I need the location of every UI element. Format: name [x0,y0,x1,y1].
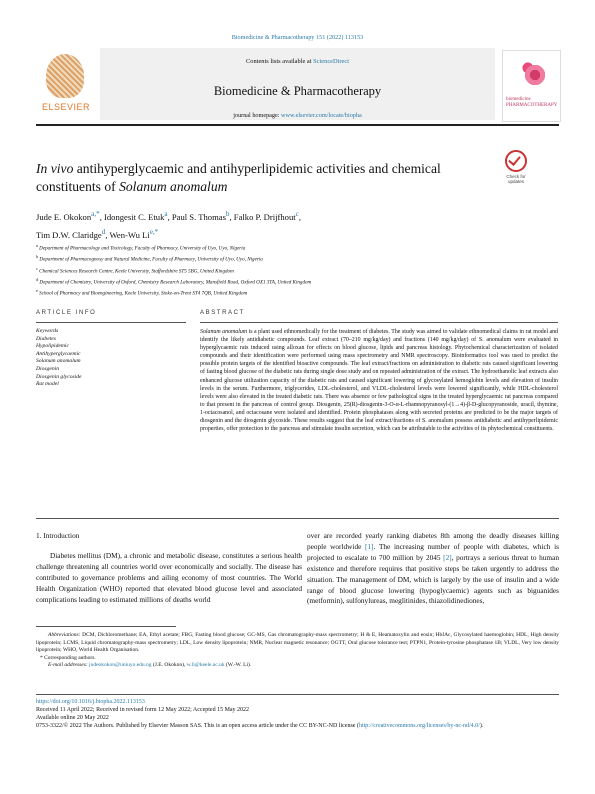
email-footnote: E-mail addresses: judeokokon@uniuyo.edu.ng (J.E. Okokon), w.li@keele.ac.uk (W.-W. Li). [48,662,252,669]
received-dates: Received 11 April 2022; Received in revised form 12 May 2022; Accepted 15 May 2022 [36,707,250,714]
author-name[interactable]: Wen-Wu Li [109,229,150,240]
author-name[interactable]: Tim D.W. Claridge [36,229,102,240]
article-info-heading: ARTICLE INFO [36,310,97,316]
elsevier-wordmark: ELSEVIER [41,102,91,112]
affiliation-item: $^e$ School of Pharmacy and Bioengineering, Keele University, Stoke-on-Trent ST4 7QB, United Kingdom [36,288,248,297]
section-heading: 1. Introduction [36,531,80,540]
cover-text: PHARMACOTHERAPY [506,102,558,108]
keyword-item: Hypolipidemic [36,343,69,350]
license-link[interactable]: http://creativecommons.org/licenses/by-nc-nd/4.0/ [358,723,480,730]
doi-link[interactable]: https://doi.org/10.1016/j.biopha.2022.113153 [36,699,145,705]
keyword-item: Solanum anomalum [36,358,81,365]
author-name[interactable]: Falko P. Drijfhout [233,211,296,222]
keyword-item: Antihyperglycaemic [36,350,81,357]
affiliation-item: $^c$ Chemical Sciences Research Centre, Keele University, Staffordshire ST5 5BG, United Kingdom [36,265,234,275]
intro-column-left [36,531,302,605]
footnote-divider [36,626,176,627]
article-title: In vivo antihyperglycaemic and antihyperlipidemic activities and chemical constituents of Solanum anomalum [36,161,441,194]
reference-link[interactable]: [1] [365,541,374,551]
cover-graphic-icon [517,57,553,93]
affiliation-item: $^b$ Department of Pharmacognosy and Natural Medicine, Faculty of Pharmacy, University of Uyo, Uyo, Nigeria [36,254,263,263]
article-history [36,698,559,730]
reference-link[interactable]: [2] [443,552,452,562]
affiliations [36,242,556,298]
email-link[interactable]: w.li@keele.ac.uk [186,662,225,669]
affiliation-item: $^d$ Department of Chemistry, University of Oxford, Chemistry Research Laboratory, Mansfield Road, Oxford OX1 3TA, United Kingdom [36,276,312,286]
online-date: Available online 20 May 2022 [36,715,109,722]
divider [200,322,558,323]
divider [36,322,186,323]
divider [36,694,559,695]
divider [36,518,559,519]
corresponding-footnote: * Corresponding authors. [40,654,96,661]
keywords-label: Keywords [36,328,59,334]
abstract-text: Solanum anomalum is a plant used ethnomedically for the treatment of diabetes. The study was aimed to validate ethnomedical claims in rat model and identify the likely antidiabetic compounds. Leaf extract (70–210 mg/kg/day) and fractions (140 mg/kg/day) of S. anomalum were evaluated in hyperglycaemic rats induced using alloxan for effects on blood glucose, lipids and pancreas histology. Phytochemical characterization of isolated compounds and their identification were performed using mass spectrometry and NMR spectroscopy. Bioinformatics tool was used to predict the possible protein targets of the identified bioactive compounds. The leaf extract/fractions on administration to diabetic rats caused significant lowering of fasting blood glucose of the diabetic rats during single dose study and on repeated administration of the extract. The hydroethanolic leaf extracts also enhanced glucose utilization capacity of the diabetic rats and caused significant lowering of glycosylated hemoglobin levels and elevation of insulin levels in the serum. Furthermore, triglycerides, LDL-cholesterol, and VLDL-cholesterol levels were lowered significantly, while HDL-cholesterol levels were also elevated in the treated diabetic rats. There was absence or few pathological signs in the treated hyperglycaemic rat pancreas compared to that present in the pancreas of control group. Diosgenin, 25(R)-diosgenin-3-O-α-L-rhamnopyranosyl-(1→4)-β-D-glucopyranoside, uracil, thymine, 1-octacosanol, and octacosane were isolated and identified. Protein phosphatases along with secreted proteins are predicted to be the major targets of diosgenin and the diosgenin glycoside. These results suggest that the leaf extract/fractions of S. anomalum possess antidiabetic and antihyperlipidemic properties, offer protection to the pancreas and stimulate insulin secretion, which can be attributable to the activities of its phytochemical constituents. [200,329,558,433]
keyword-item: Rat model [36,381,59,388]
journal-banner [100,48,495,120]
journal-citation-link[interactable]: Biomedicine & Pharmacotherapy 151 (2022) 113153 [231,34,364,41]
affiliation-item: $^a$ Department of Pharmacology and Toxicology, Faculty of Pharmacy, University of Uyo, Uyo, Nigeria [36,243,246,252]
journal-cover-image[interactable] [502,50,561,122]
email-link[interactable]: judeokokon@uniuyo.edu.ng [89,662,152,669]
author-name[interactable]: Idongesit C. Etuk [103,211,165,222]
elsevier-logo[interactable] [36,52,96,116]
footnotes [36,632,559,670]
sciencedirect-link[interactable]: ScienceDirect [313,58,349,65]
homepage-link[interactable]: www.elsevier.com/locate/biopha [281,112,362,119]
abstract-heading: ABSTRACT [200,310,245,316]
elsevier-tree-icon [46,54,84,98]
author-name[interactable]: Jude E. Okokon [36,211,92,222]
keyword-item: Diosgenin glycoside [36,373,82,380]
keyword-item: Diosgenin [36,365,59,372]
keyword-item: Diabetes [36,335,56,342]
check-for-updates-button[interactable]: Check for updates [500,150,532,184]
header-divider [36,124,559,126]
cover-text: biomedicine [506,97,531,102]
abbreviations-footnote: Abbreviations: DCM, Dichloromethane; EA, Ethyl acetate; FBG, Fasting blood glucose; GC-MS, Gas chromatography-mass spectrometry; H & E, Heamatoxylin and eosin; HbIAc, Glycosylated haemoglobin; HDL, High density lipoprotein; LCMS, Liquid chromatography-mass spectrometry; LDL, Low density lipoprotein; NMR, Nuclear magnetic resonance; OGTT, Oral glucose tolerance test; PTPN1, Protein-tyrosine phosphatase 1B; VLDL, Very low density lipoprotein; WHO, World Health Organisation. [36,632,559,654]
check-icon [505,150,527,172]
author-list: Jude E. Okokon$^{a,*}$, Idongesit C. Etuk$^a$, Paul S. Thomas$^b$, Falko P. Drijfhout$^c$, Tim D.W. Claridge$^d$, Wen-Wu $Li^{e,*}$ [36,210,301,240]
journal-header [36,48,559,120]
license-text: 0753-3322/© 2022 The Authors. Published by Elsevier Masson SAS. This is an open access article under the CC BY-NC-ND license (http://creativecommons.org/licenses/by-nc-nd/4.0/). [36,723,484,730]
body-paragraph: Diabetes mellitus (DM), a chronic and metabolic disease, constitutes a serious health challenge threatening all countries world over economically and socially. The disease has contributed to governance problems and ailing economy of most countries. The World Health Organization (WHO) reported that elevated blood glucose level and associated complications leading to estimated millions of deaths world [36,550,302,604]
keywords-block [36,328,186,389]
journal-title: Biomedicine & Pharmacotherapy [213,84,382,98]
intro-column-right: over are recorded yearly ranking diabetes 8th among the deadly diseases killing people worldwide [1]. The increasing number of people with diabetes, which is projected to escalate to 700 million by 2045 [2], portrays a serious threat to human existence and therefore requires that positive steps be taken urgently to address the situation. The management of DM, which is largely by the use of insulin and a wide range of blood glucose lowering (hypoglycaemic) agents such as biguanides (metformin), sulfonylureas, meglitinides, thiazolidinediones, [307,531,559,606]
homepage-line: journal homepage: www.elsevier.com/locate/biopha [233,112,362,119]
contents-line: Contents lists available at ScienceDirect [246,58,349,65]
author-name[interactable]: Paul S. Thomas [171,211,226,222]
